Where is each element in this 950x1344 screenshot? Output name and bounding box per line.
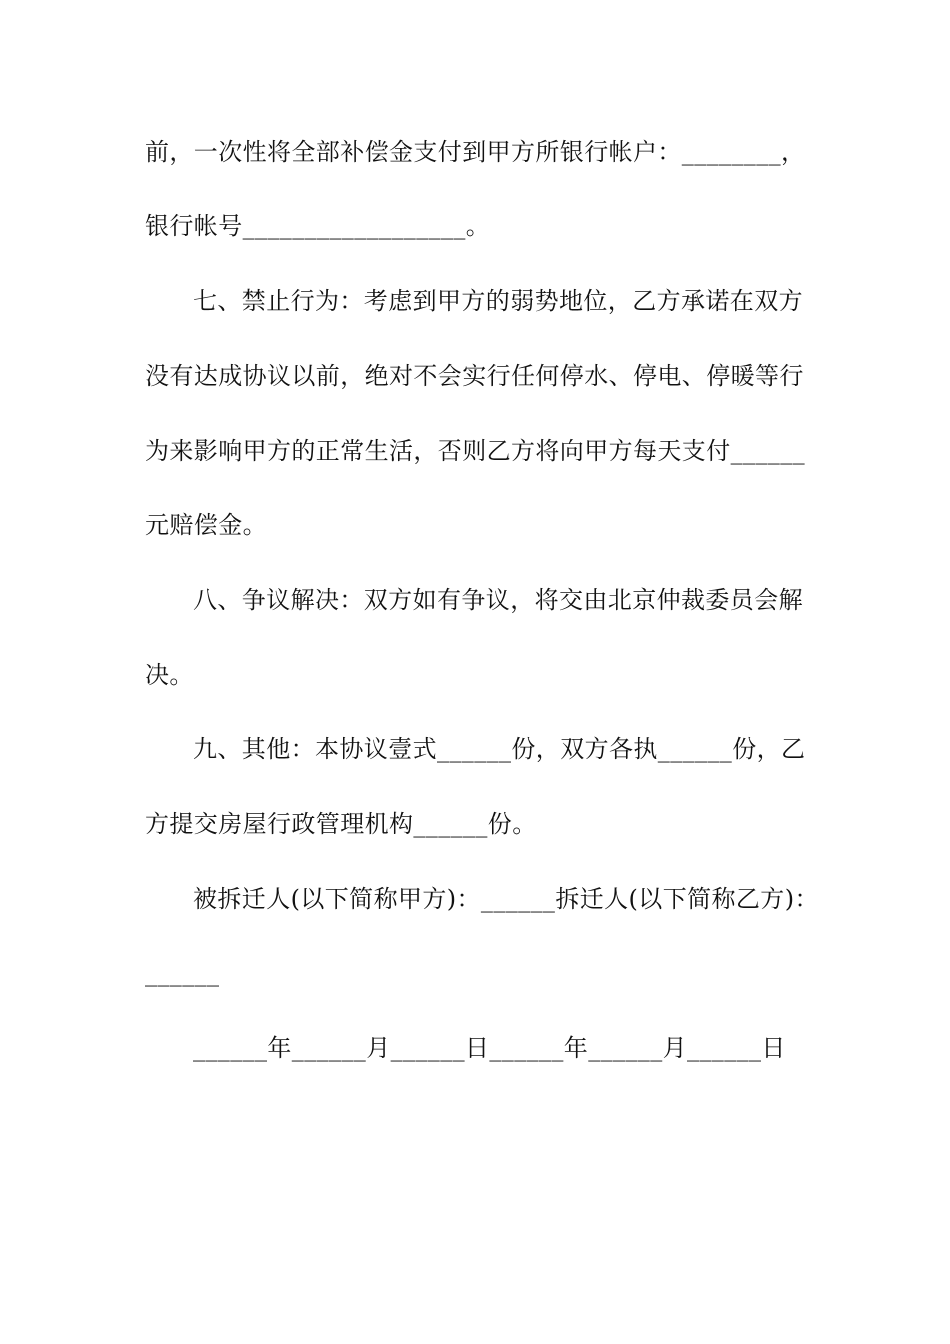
clause-8-text-line-2: 决。 [145, 661, 194, 689]
clause-9-text-line-2: 方提交房屋行政管理机构______份。 [145, 810, 537, 838]
signature-parties-line: 被拆迁人(以下简称甲方)：______拆迁人(以下简称乙方)： [193, 885, 819, 913]
clause-7-text-line-3: 为来影响甲方的正常生活，否则乙方将向甲方每天支付______ [145, 437, 805, 465]
clause-9-heading: 九、其他：本协议壹式______份，双方各执______份，乙 [193, 735, 806, 763]
text-line-payment: 前，一次性将全部补偿金支付到甲方所银行帐户：________， [145, 138, 806, 166]
clause-7-text-line-2: 没有达成协议以前，绝对不会实行任何停水、停电、停暖等行 [145, 362, 804, 390]
clause-8-heading: 八、争议解决：双方如有争议，将交由北京仲裁委员会解 [193, 586, 803, 614]
signature-date-line: ______年______月______日______年______月______日 [193, 1034, 786, 1062]
clause-7-text-line-4: 元赔偿金。 [145, 511, 267, 539]
text-line-bank-account: 银行帐号__________________。 [145, 212, 491, 240]
signature-blank-line: ______ [145, 959, 220, 987]
clause-7-heading: 七、禁止行为：考虑到甲方的弱势地位，乙方承诺在双方 [193, 287, 803, 315]
